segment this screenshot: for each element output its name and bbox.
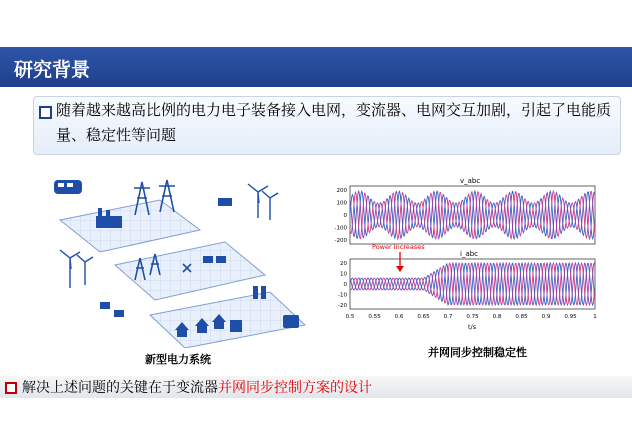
xticks (346, 314, 597, 320)
xtick-label: 0.75 (466, 314, 479, 320)
bus-icon (283, 315, 299, 328)
ytick-label: 0 (343, 213, 347, 219)
ytick-label: -200 (334, 238, 347, 244)
page-title: 研究背景 (14, 59, 91, 81)
waveform-figure (330, 174, 598, 340)
bullet-box-red-icon (5, 382, 17, 394)
right-figure-caption: 并网同步控制稳定性 (428, 346, 527, 359)
ytick-label: -10 (338, 292, 347, 299)
power-increases-annotation: Power Increases (372, 243, 425, 251)
ytick-label: 10 (340, 271, 347, 278)
ytick-label: 200 (336, 188, 347, 194)
xtick-label: 0.9 (541, 314, 551, 320)
ytick-label: -20 (338, 303, 347, 309)
xtick-label: 0.55 (368, 314, 381, 320)
callout-text: 随着越来越高比例的电力电子装备接入电网，变流器、电网交互加剧，引起了电能质量、稳定性等问题 (56, 101, 612, 144)
ytick-label: 0 (343, 282, 347, 288)
bullet-box-icon (39, 106, 52, 119)
conclusion-bar (0, 376, 632, 398)
xtick-label: 0.8 (492, 314, 502, 320)
bottom-yticks (338, 261, 347, 309)
bottom-plot-label: i_abc (460, 250, 479, 258)
ytick-label: -100 (334, 225, 347, 232)
conclusion-text (22, 377, 372, 397)
xtick-label: 1 (593, 314, 597, 320)
top-plot-label: v_abc (460, 177, 481, 185)
conclusion-plain: 解决上述问题的关键在于变流器 (22, 380, 218, 396)
train-icon (54, 180, 82, 194)
xtick-label: 0.5 (345, 314, 355, 320)
ytick-label: 20 (340, 261, 347, 267)
xtick-label: 0.85 (515, 314, 528, 320)
xtick-label: 0.6 (394, 314, 404, 320)
ytick-label: 100 (336, 200, 347, 207)
xtick-label: 0.7 (443, 314, 453, 320)
xtick-label: 0.95 (564, 314, 577, 320)
section-title-bar (0, 47, 632, 87)
left-figure-caption: 新型电力系统 (145, 353, 211, 366)
background-callout (33, 96, 621, 155)
top-yticks (335, 188, 348, 244)
x-axis-label: t/s (468, 323, 477, 331)
xtick-label: 0.65 (417, 314, 430, 320)
power-system-illustration (40, 170, 310, 348)
conclusion-highlight: 并网同步控制方案的设计 (218, 380, 372, 396)
